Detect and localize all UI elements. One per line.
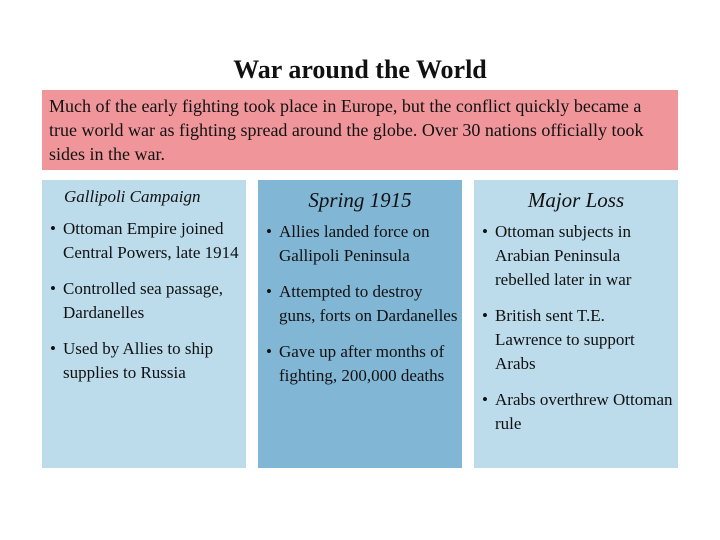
bullet-list <box>42 217 246 385</box>
bullet-item: • Ottoman Empire joined Central Powers, late 1914 <box>42 217 246 265</box>
column-heading: Spring 1915 <box>308 188 412 212</box>
bullet-item: • Gave up after months of fighting, 200,000 deaths <box>258 340 462 388</box>
bullet-item: • Allies landed force on Gallipoli Peninsula <box>258 220 462 268</box>
intro-text: Much of the early fighting took place in Europe, but the conflict quickly became a true world war as fighting spread around the globe. Over 30 nations officially took sides in the war. <box>49 96 644 164</box>
bullet-item: • Attempted to destroy guns, forts on Dardanelles <box>258 280 462 328</box>
bullet-item: • Arabs overthrew Ottoman rule <box>474 388 678 436</box>
column-spring-1915 <box>258 180 462 468</box>
bullet-item: • Controlled sea passage, Dardanelles <box>42 277 246 325</box>
bullet-item: • Ottoman subjects in Arabian Peninsula rebelled later in war <box>474 220 678 292</box>
column-gallipoli-campaign <box>42 180 246 468</box>
bullet-item: • Used by Allies to ship supplies to Russia <box>42 337 246 385</box>
slide-title: War around the World <box>233 55 487 84</box>
column-major-loss <box>474 180 678 468</box>
column-heading: Major Loss <box>527 188 625 212</box>
bullet-list <box>474 220 678 436</box>
bullet-item: • British sent T.E. Lawrence to support Arabs <box>474 304 678 376</box>
intro-box <box>42 90 678 170</box>
column-heading: Gallipoli Campaign <box>64 187 201 206</box>
bullet-list <box>258 220 462 388</box>
